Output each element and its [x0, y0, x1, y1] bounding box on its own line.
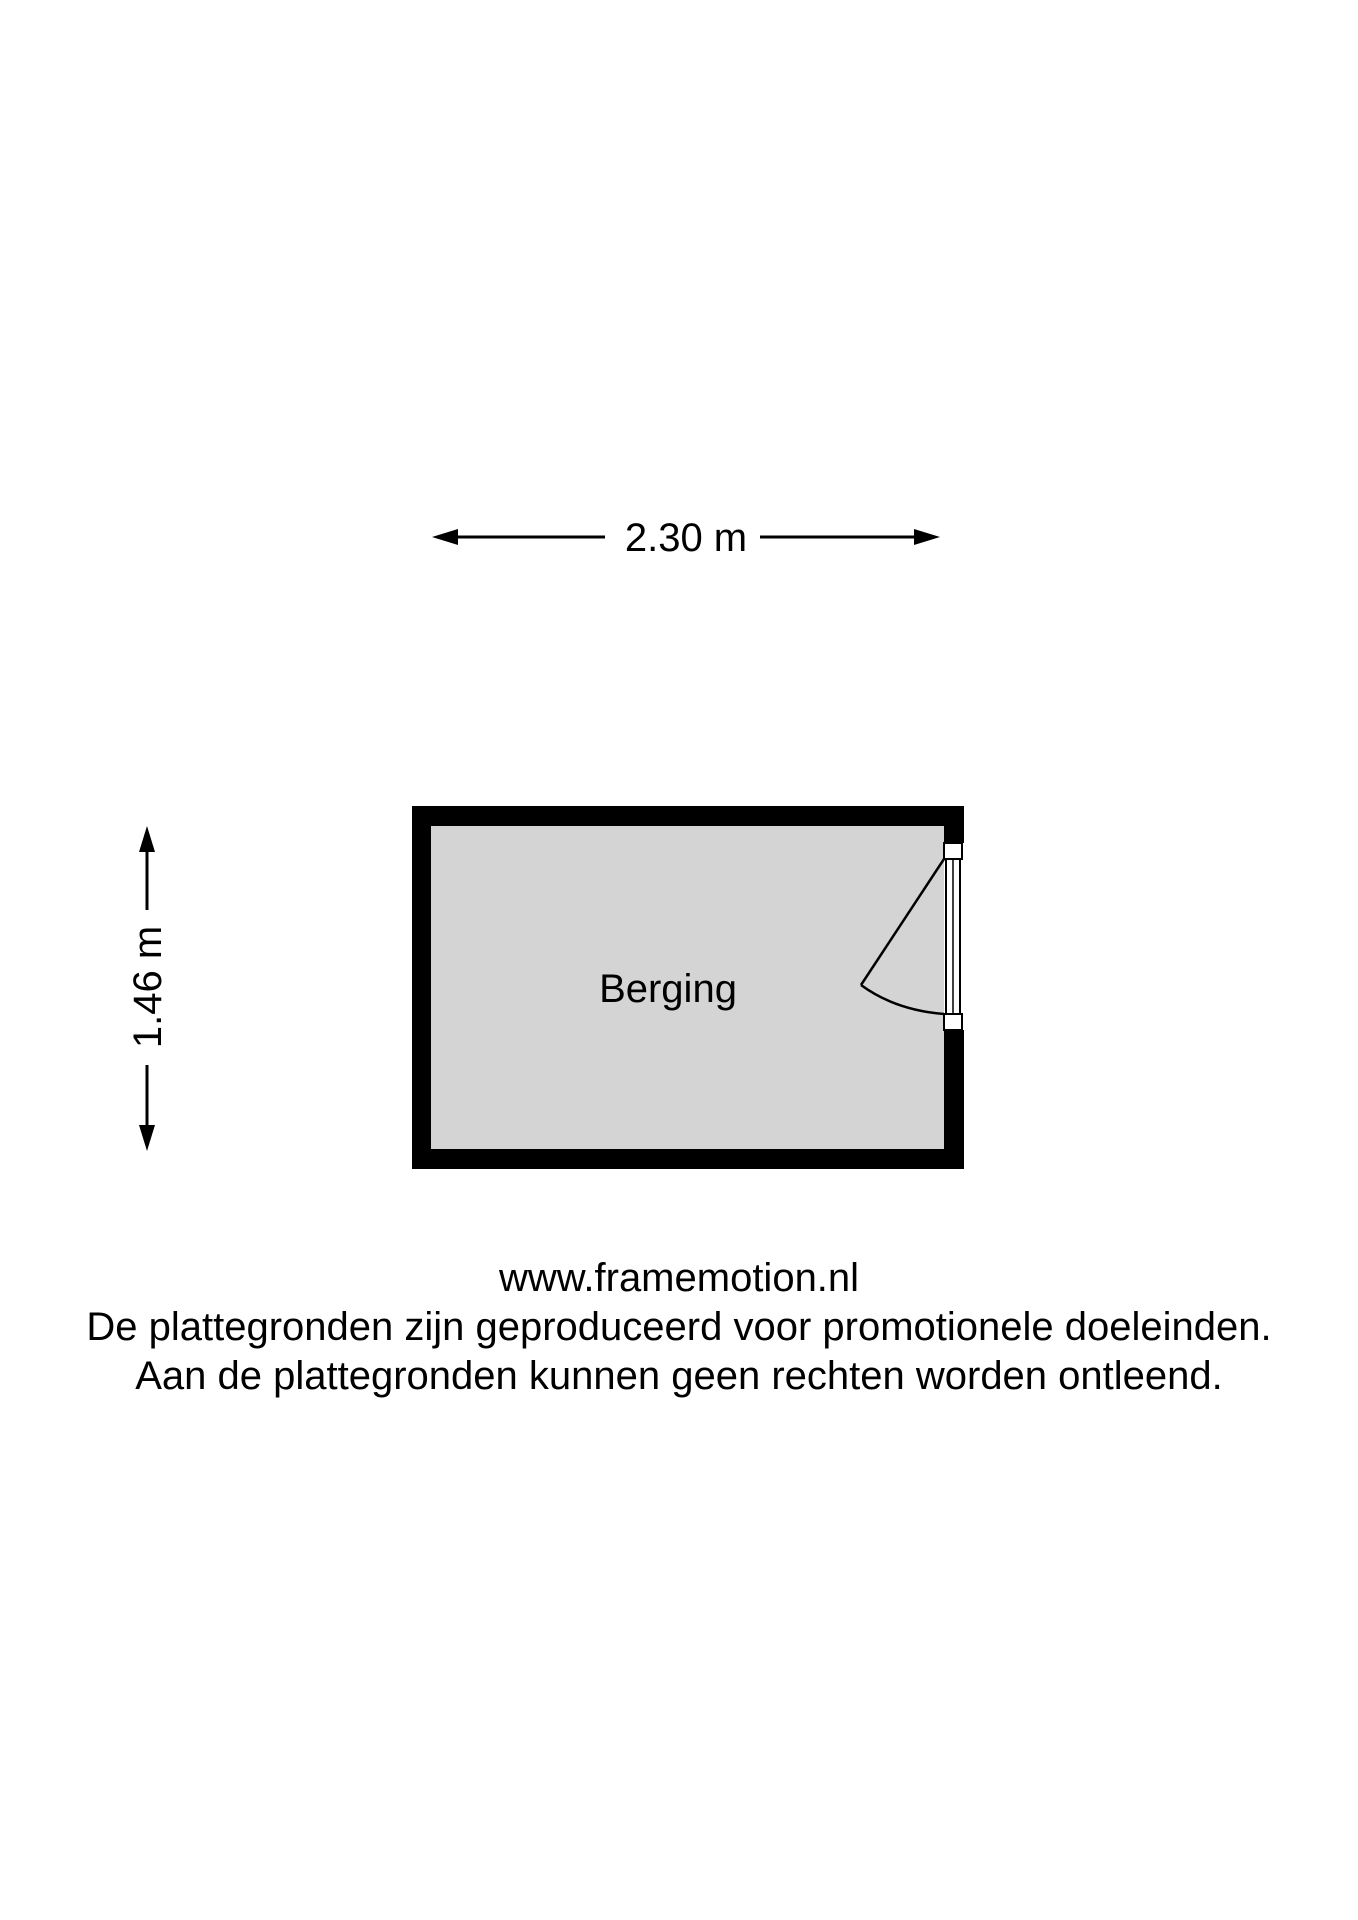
height-dimension-label: 1.46 m: [126, 925, 170, 1049]
height-dimension: [126, 826, 170, 1151]
height-arrow-top-icon: [139, 826, 155, 852]
footer-disclaimer-line-1: De plattegronden zijn geproduceerd voor promotionele doeleinden.: [86, 1305, 1272, 1349]
width-arrow-right-icon: [914, 529, 940, 545]
width-arrow-left-icon: [432, 529, 458, 545]
footer-disclaimer-line-2: Aan de plattegronden kunnen geen rechten worden ontleend.: [135, 1354, 1223, 1398]
wall-top: [412, 806, 964, 826]
width-dimension: [432, 516, 940, 560]
width-dimension-label: 2.30 m: [624, 516, 748, 560]
wall-right-lower: [944, 1030, 964, 1169]
room-label: Berging: [599, 967, 737, 1011]
wall-left: [412, 806, 431, 1169]
door-frame-top-post: [944, 843, 962, 859]
footer-url: www.framemotion.nl: [498, 1256, 860, 1300]
wall-bottom: [412, 1149, 964, 1169]
room-berging: [412, 806, 964, 1169]
door-frame-bottom-post: [944, 1014, 962, 1030]
wall-right-upper: [944, 806, 964, 843]
height-arrow-bottom-icon: [139, 1125, 155, 1151]
